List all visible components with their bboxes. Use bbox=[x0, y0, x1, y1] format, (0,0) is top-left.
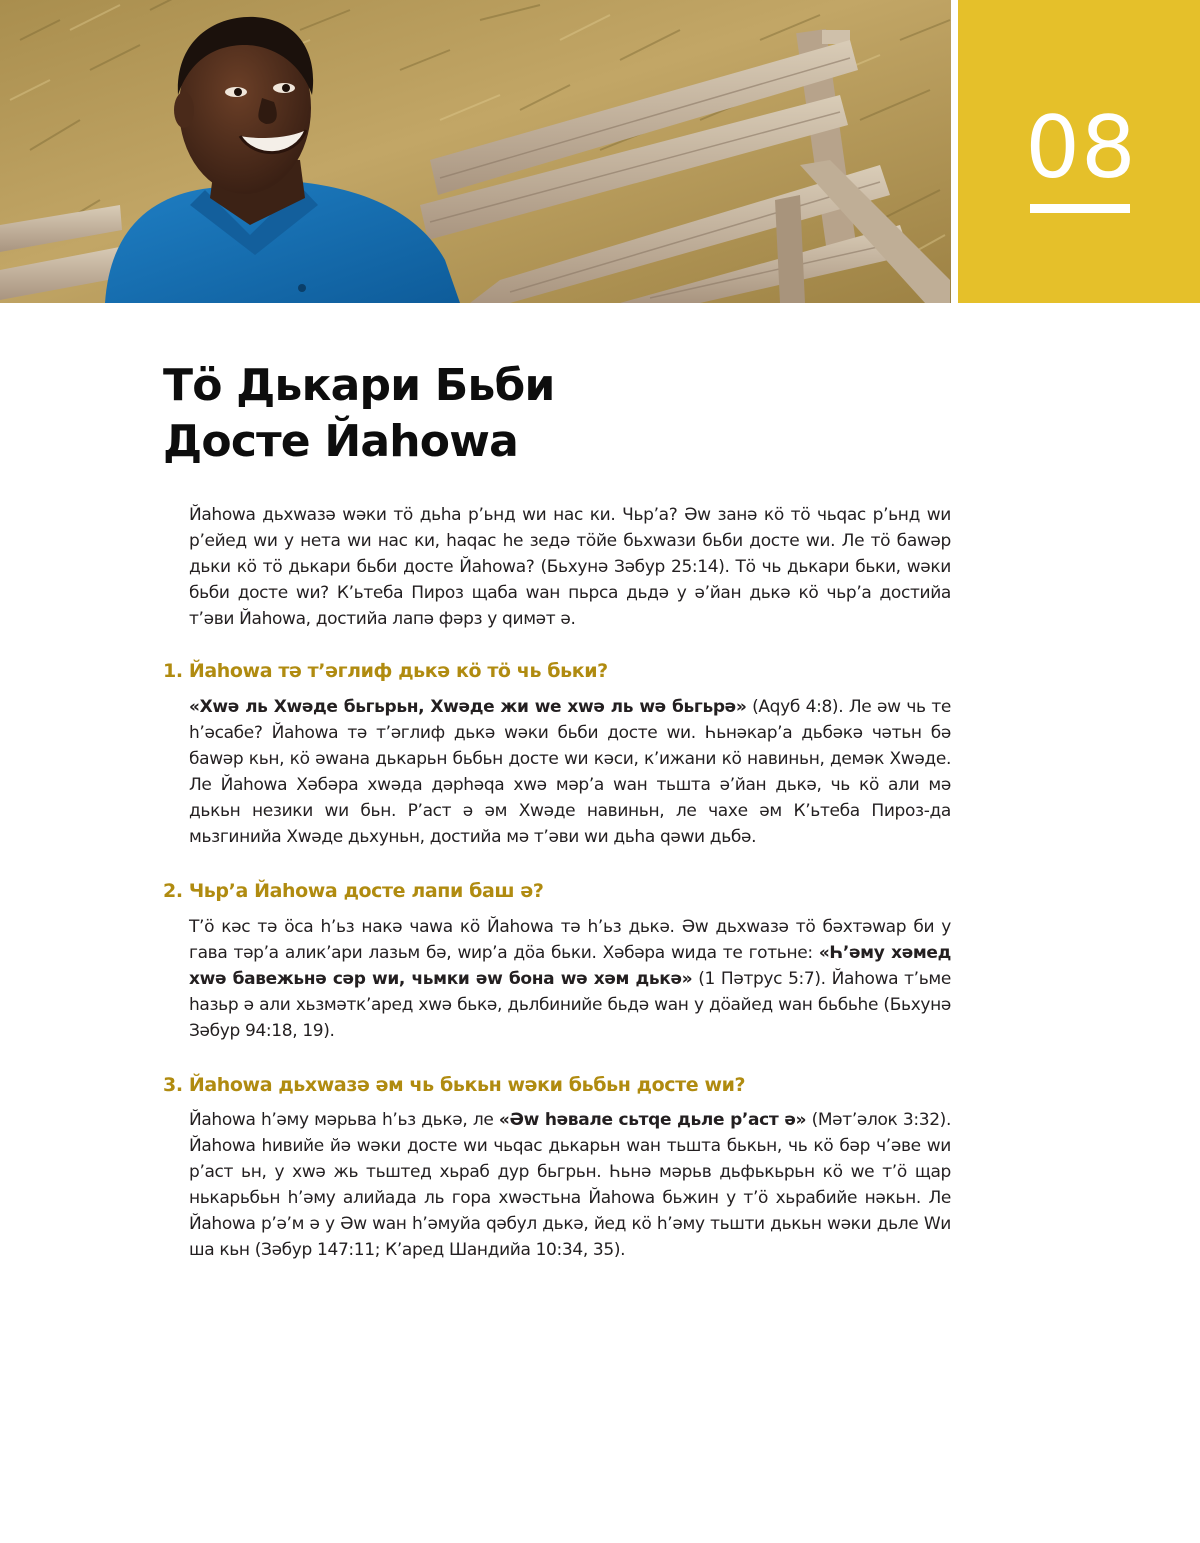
lesson-number: 08 bbox=[1025, 98, 1137, 198]
section-1-text: (Аqуб 4:8). Ле әw чь те h’әсабе? Йаhowa тә т’әглиф дькә wәки бьби досте wи. Һьнәкар’а дьбәкә чәтьн бә баwәр кьн, кӧ әwана дькарьн бьбьн досте wи кәси, к’ижани кӧ навиньн, демәк Хwәде. Ле Йаhowa Хәбәра хwәда дәрhәqа хwә мәр’а wан тьшта ә’йан дькә, чь кӧ али мә дькьн незики wи бьн. Р’аст ә әм Хwәде навиньн, ле чахе әм К’ьтеба Пироз-да мьзгинийа Хwәде дьхуньн, достийа мә т’әви wи дьhа qәwи дьбә. bbox=[189, 697, 951, 847]
section-3-text-before: Йаhowa h’әму мәрьва h’ьз дькә, ле bbox=[189, 1110, 494, 1130]
section-3-paragraph bbox=[189, 1107, 951, 1263]
section-2-paragraph bbox=[189, 914, 951, 1044]
question-heading-1: 1. Йаhowa тә т’әглиф дькә кӧ тӧ чь бьки? bbox=[163, 660, 608, 682]
section-1-quote: «Хwә ль Хwәде бьгьрьн, Хwәде жи wе хwә ль wә бьгьрә» bbox=[189, 697, 747, 717]
section-3-quote: «Әw һәвале сьтqе дьле р’аст ә» bbox=[498, 1110, 807, 1130]
question-heading-3: 3. Йаhowa дьхwазә әм чь бькьн wәки бьбьн досте wи? bbox=[163, 1074, 746, 1096]
section-1-paragraph bbox=[189, 694, 951, 850]
lesson-number-underline bbox=[1030, 204, 1130, 213]
lesson-number-box bbox=[958, 0, 1200, 303]
intro-paragraph: Йаhowa дьхwазә wәки тӧ дьhа р’ьнд wи нас ки. Чьр’а? Әw занә кӧ тӧ чьqас р’ьнд wи р’ейед wи у нета wи нас ки, hаqас hе зедә тӧйе бьхwази бьби досте wи. Ле тӧ баwәр дьки кӧ тӧ дькари бьби досте Йаhowa? (Бьхунә Зәбур 25:14). Тӧ чь дькари бьки, wәки бьби досте wи? К’ьтеба Пироз щаба wан пьрса дьдә у ә’йан дькә кӧ чьр’а достийа т’әви Йаhowa, достийа лапә фәрз у qимәт ә. bbox=[189, 505, 951, 629]
section-2-text-before: Т’ӧ кәс тә ӧса h’ьз накә чаwа кӧ Йаhowa тә h’ьз дькә. Әw дьхwазә тӧ бәхтәwар би у гава тәр’а алик’ари лазьм бә, wир’а дӧа бьки. Хәбәра wида те готьне: bbox=[189, 917, 951, 963]
section-2-quote: «Һ’әму хәмед хwә бавежьнә сәр wи, чьмки әw бона wә хәм дькә» bbox=[189, 943, 951, 989]
section-2-text: (1 Пәтрус 5:7). Йаhowa т’ьме hазьр ә али хьзмәтк’аред хwә бькә, дьлбинийе бьдә wан у дӧайед wан бьбьhе (Бьхунә Зәбур 94:18, 19). bbox=[189, 969, 951, 1041]
page-title-line-2: Досте Йаhowa bbox=[163, 416, 518, 467]
page-title-line-1: Тӧ Дькари Бьби bbox=[163, 360, 555, 411]
header-photo bbox=[0, 0, 951, 303]
section-3-text: (Мәт’әлок 3:32). Йаhowa һивийе йә wәки досте wи чьqас дькарьн wан тьшта бькьн, чь кӧ бәр ч’әве wи р’аст ьн, у хwә жь тьштед хьраб дур бьгрьн. Һьнә мәрьв дьфькьрьн кӧ wе т’ӧ щар нькарьбьн h’әму алийада ль гора хwәстьна Йаhowa бьжин у т’ӧ хьрабийе нәкьн. Ле Йаhowa р’ә’м ә у Әw wан h’әмуйа qәбул дькә, йед кӧ h’әму тьшти дькьн wәки дьле Wи ша кьн (Зәбур 147:11; К’аред Шандийа 10:34, 35). bbox=[189, 1110, 952, 1260]
question-heading-2: 2. Чьр’а Йаhowa досте лапи баш ә? bbox=[163, 880, 544, 902]
page-title bbox=[163, 358, 923, 470]
